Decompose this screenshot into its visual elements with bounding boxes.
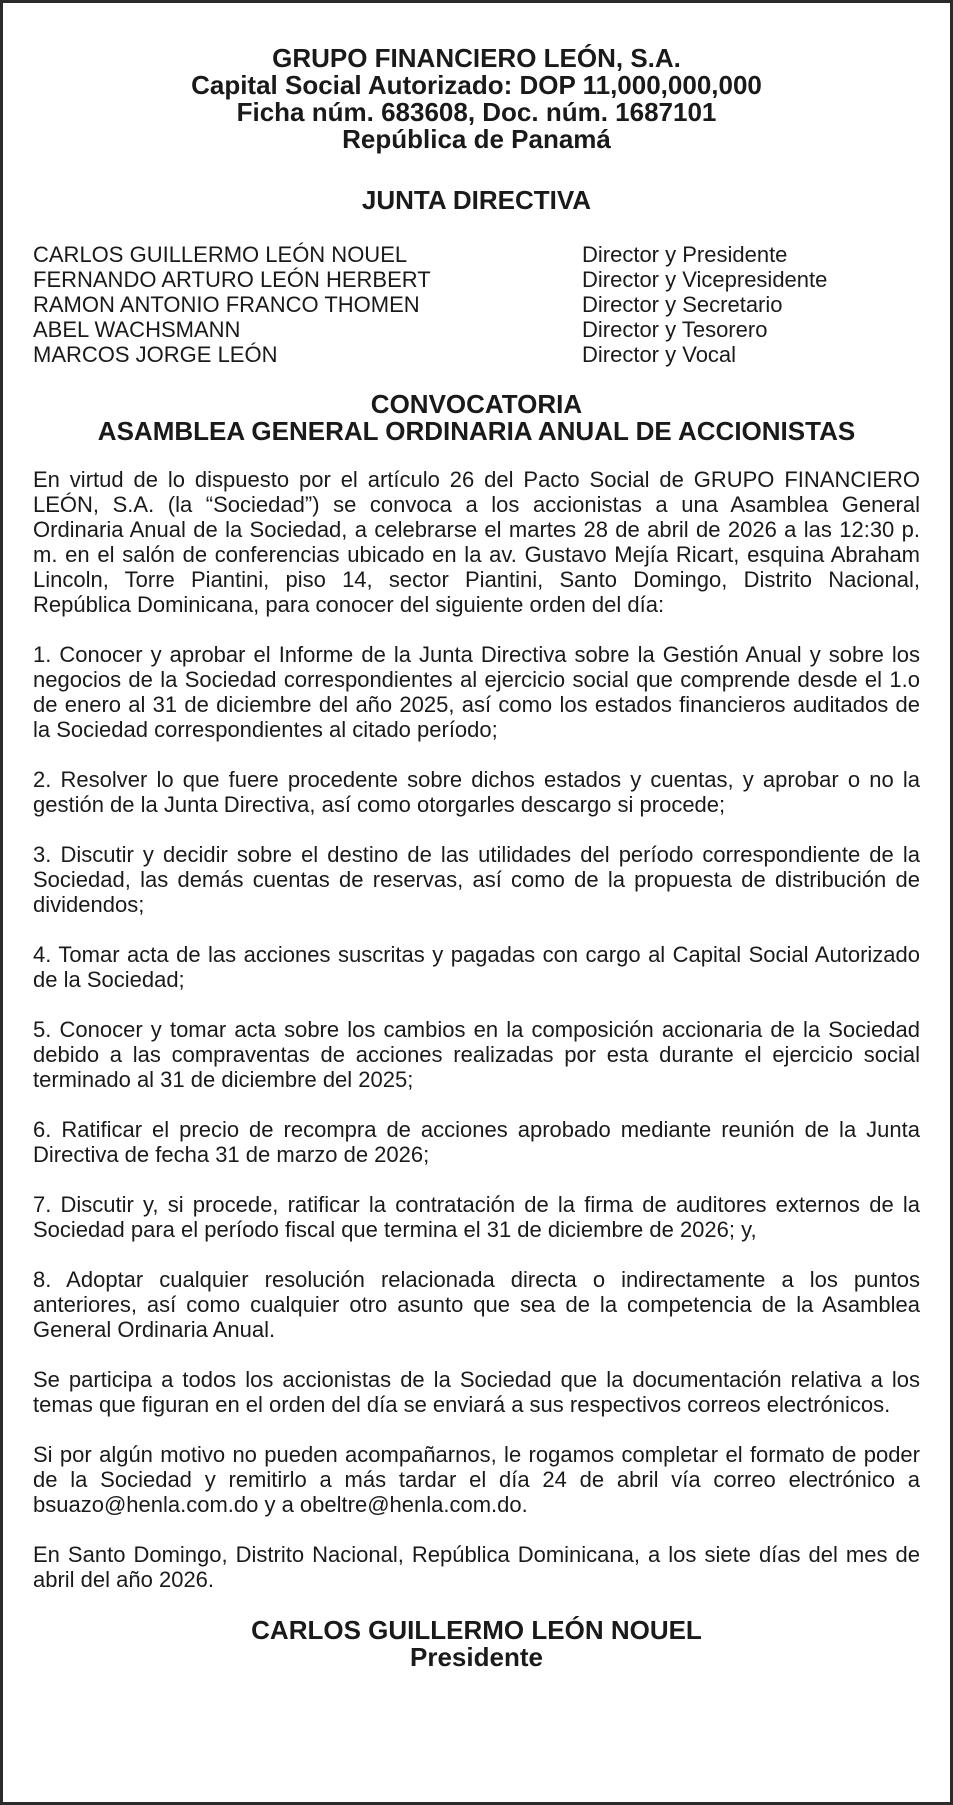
company-name: GRUPO FINANCIERO LEÓN, S.A. (272, 43, 681, 73)
board-member (33, 267, 920, 292)
agenda-item: 5. Conocer y tomar acta sobre los cambios en la composición accionaria de la Sociedad debido a las compraventas de acciones realizadas por esta durante el ejercicio social terminado al 31 de diciembre del 2025; (33, 1017, 920, 1092)
agenda-item: 8. Adoptar cualquier resolución relacionada directa o indirectamente a los puntos anteriores, así como cualquier otro asunto que sea de la competencia de la Asamblea General Ordinaria Anual. (33, 1267, 920, 1342)
agenda-item: 2. Resolver lo que fuere procedente sobre dichos estados y cuentas, y aprobar o no la gestión de la Junta Directiva, así como otorgarles descargo si procede; (33, 767, 920, 817)
member-name: MARCOS JORGE LEÓN (33, 342, 278, 367)
registry-info: Ficha núm. 683608, Doc. núm. 1687101 (236, 97, 717, 127)
member-name: RAMON ANTONIO FRANCO THOMEN (33, 292, 420, 317)
assembly-heading: ASAMBLEA GENERAL ORDINARIA ANUAL DE ACCIONISTAS (97, 416, 856, 446)
agenda-item: 4. Tomar acta de las acciones suscritas y pagadas con cargo al Capital Social Autorizado de la Sociedad; (33, 942, 920, 992)
intro-paragraph: En virtud de lo dispuesto por el artículo 26 del Pacto Social de GRUPO FINANCIERO LEÓN, S.A. (la “Sociedad”) se convoca a los accionistas a una Asamblea General Ordinaria Anual de la Sociedad, a celebrarse el martes 28 de abril de 2026 a las 12:30 p. m. en el salón de conferencias ubicado en la av. Gustavo Mejía Ricart, esquina Abraham Lincoln, Torre Piantini, piso 14, sector Piantini, Santo Domingo, Distrito Nacional, República Dominicana, para conocer del siguiente orden del día: (33, 467, 920, 617)
member-name: FERNANDO ARTURO LEÓN HERBERT (33, 267, 431, 292)
board-list (33, 242, 920, 367)
member-role: Director y Tesorero (582, 317, 768, 342)
agenda-item: 6. Ratificar el precio de recompra de acciones aprobado mediante reunión de la Junta Directiva de fecha 31 de marzo de 2026; (33, 1117, 920, 1167)
member-role: Director y Vicepresidente (582, 267, 828, 292)
member-role: Director y Presidente (582, 242, 788, 267)
board-member (33, 242, 920, 267)
company-header (33, 45, 920, 153)
convocation-heading: CONVOCATORIA (370, 389, 583, 419)
member-name: CARLOS GUILLERMO LEÓN NOUEL (33, 242, 408, 267)
board-member (33, 292, 920, 317)
member-role: Director y Vocal (582, 342, 737, 367)
documents-notice: Se participa a todos los accionistas de la Sociedad que la documentación relativa a los temas que figuran en el orden del día se enviará a sus respectivos correos electrónicos. (33, 1367, 920, 1417)
member-role: Director y Secretario (582, 292, 783, 317)
authorized-capital: Capital Social Autorizado: DOP 11,000,000,000 (191, 70, 762, 100)
board-member (33, 317, 920, 342)
agenda-item: 3. Discutir y decidir sobre el destino de las utilidades del período correspondiente de la Sociedad, las demás cuentas de reservas, así como de la propuesta de distribución de dividendos; (33, 842, 920, 917)
agenda-item: 7. Discutir y, si procede, ratificar la contratación de la firma de auditores externos de la Sociedad para el período fiscal que termina el 31 de diciembre de 2026; y, (33, 1192, 920, 1242)
agenda-item: 1. Conocer y aprobar el Informe de la Junta Directiva sobre la Gestión Anual y sobre los negocios de la Sociedad correspondientes al ejercicio social que comprende desde el 1.o de enero al 31 de diciembre del año 2025, así como los estados financieros auditados de la Sociedad correspondientes al citado período; (33, 642, 920, 742)
board-member (33, 342, 920, 367)
notice-body (33, 467, 920, 1592)
signatory-title: Presidente (410, 1642, 543, 1672)
board-title: JUNTA DIRECTIVA (361, 185, 592, 215)
closing-paragraph: En Santo Domingo, Distrito Nacional, República Dominicana, a los siete días del mes de abril del año 2026. (33, 1542, 920, 1592)
proxy-notice: Si por algún motivo no pueden acompañarnos, le rogamos completar el formato de poder de la Sociedad y remitirlo a más tardar el día 24 de abril vía correo electrónico a bsuazo@henla.com.do y a obeltre@henla.com.do. (33, 1442, 920, 1517)
convocation-title (33, 391, 920, 445)
signature-block (33, 1617, 920, 1671)
country: República de Panamá (342, 124, 611, 154)
signatory-name: CARLOS GUILLERMO LEÓN NOUEL (251, 1615, 702, 1645)
member-name: ABEL WACHSMANN (33, 317, 241, 342)
